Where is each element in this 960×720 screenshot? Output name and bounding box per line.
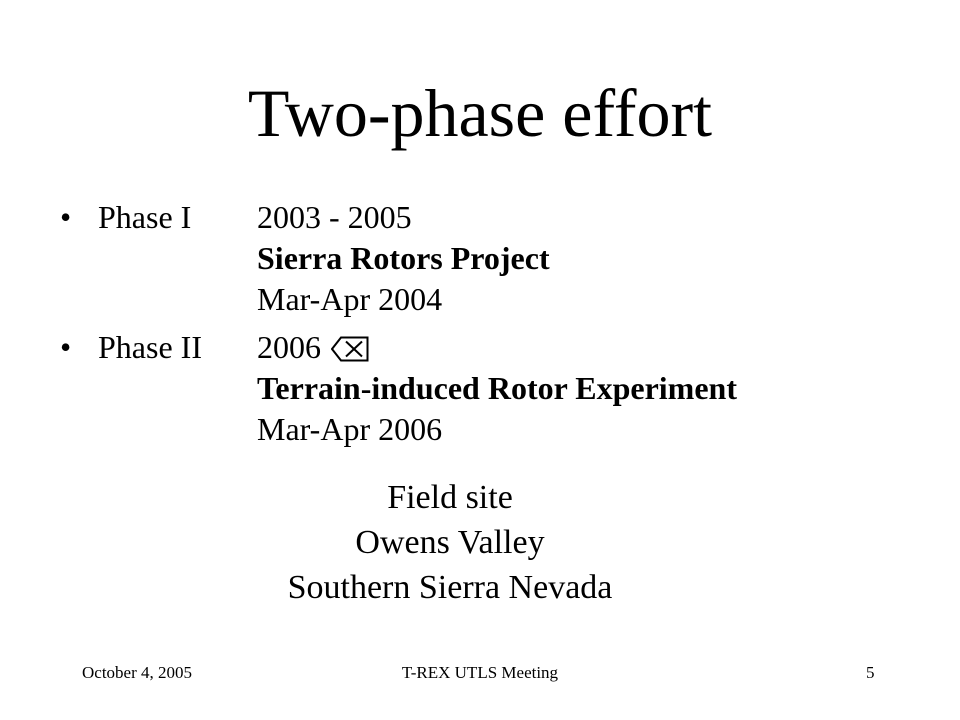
phase-1-label: Phase I [98, 199, 192, 235]
phase-2-years: 2006 [257, 329, 321, 365]
phase-1-dates: Mar-Apr 2004 [257, 281, 443, 317]
phase-1-project: Sierra Rotors Project [257, 240, 550, 276]
phase-2-years-row [257, 327, 369, 371]
field-site-location: Owens Valley [355, 524, 545, 561]
phase-1-years: 2003 - 2005 [257, 199, 412, 235]
phase-2-project: Terrain-induced Rotor Experiment [257, 370, 737, 406]
slide-title: Two-phase effort [247, 75, 713, 151]
footer-meeting: T-REX UTLS Meeting [401, 663, 559, 682]
bullet-dot: • [60, 199, 72, 235]
phase-2-label: Phase II [98, 329, 202, 365]
field-site-heading: Field site [387, 479, 513, 516]
footer-page-number: 5 [866, 663, 875, 682]
bullet-phase-1 [60, 197, 191, 237]
phase-2-dates: Mar-Apr 2006 [257, 411, 443, 447]
field-site-region: Southern Sierra Nevada [287, 569, 613, 606]
erase-right-icon [331, 331, 369, 371]
footer-date: October 4, 2005 [82, 663, 193, 682]
bullet-dot: • [60, 329, 72, 365]
bullet-phase-2 [60, 327, 202, 367]
